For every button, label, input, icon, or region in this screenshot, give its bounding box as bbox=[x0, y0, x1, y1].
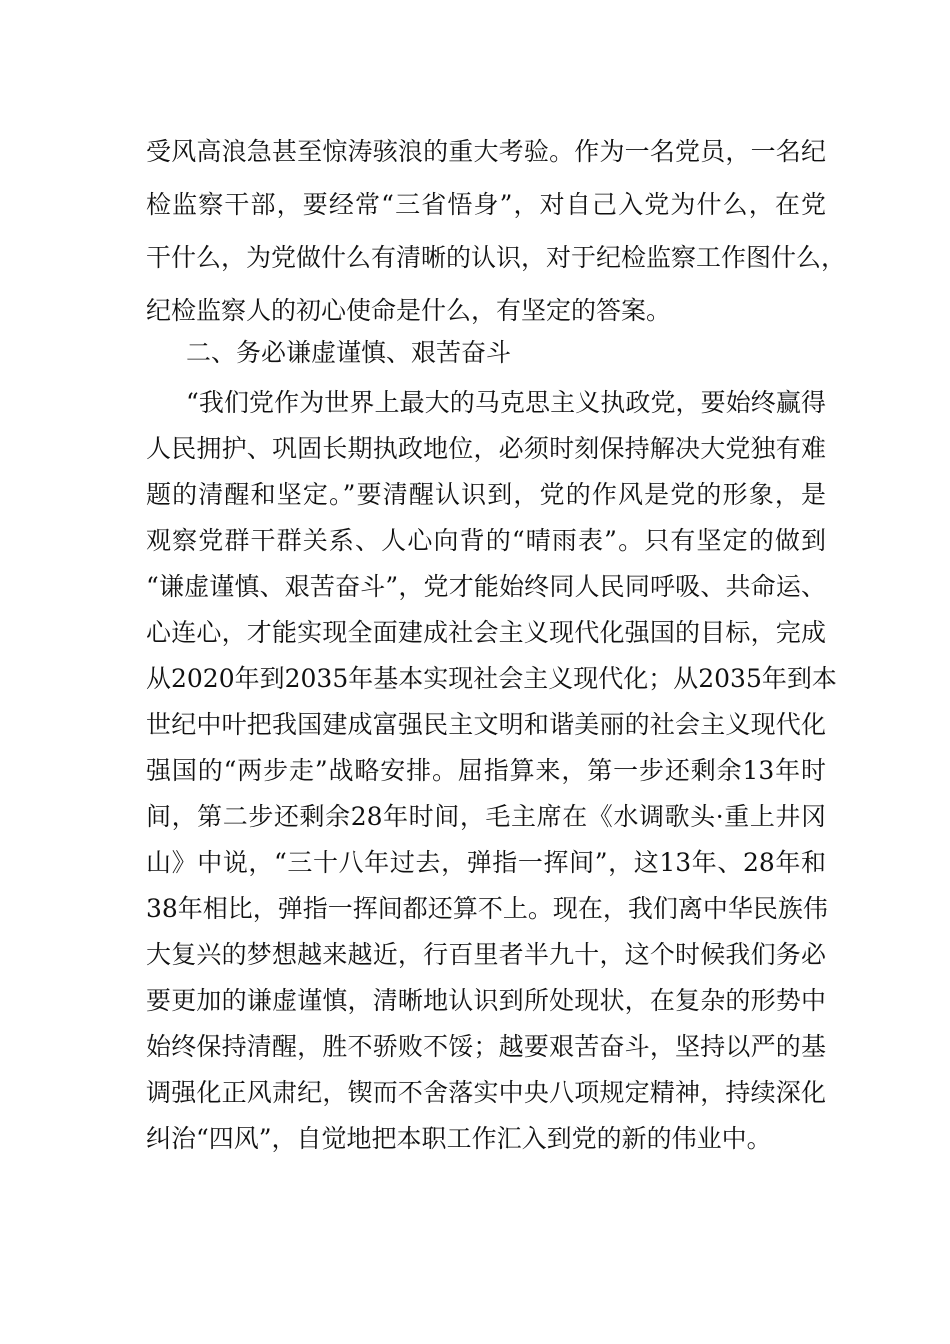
paragraph-1-line: 检监察干部，要经常“三省悟身”，对自己入党为什么，在党 bbox=[146, 190, 826, 219]
paragraph-1-line: 纪检监察人的初心使命是什么，有坚定的答案。 bbox=[146, 296, 672, 325]
paragraph-2-line: 观察党群干群关系、人心向背的“晴雨表”。只有坚定的做到 bbox=[146, 526, 826, 555]
paragraph-1-line: 干什么，为党做什么有清晰的认识，对于纪检监察工作图什么， bbox=[146, 243, 847, 272]
paragraph-2-line: 始终保持清醒，胜不骄败不馁；越要艰苦奋斗，坚持以严的基 bbox=[146, 1032, 826, 1061]
paragraph-2-line: 强国的“两步走”战略安排。屈指算来，第一步还剩余13年时 bbox=[146, 756, 826, 785]
paragraph-2-line: 山》中说，“三十八年过去，弹指一挥间”，这13年、28年和 bbox=[146, 848, 826, 877]
paragraph-2-line: 间，第二步还剩余28年时间，毛主席在《水调歌头·重上井冈 bbox=[146, 802, 826, 831]
paragraph-2-line: 大复兴的梦想越来越近，行百里者半九十，这个时候我们务必 bbox=[146, 940, 826, 969]
paragraph-1-line: 受风高浪急甚至惊涛骇浪的重大考验。作为一名党员，一名纪 bbox=[146, 137, 826, 166]
paragraph-2-line: 38年相比，弹指一挥间都还算不上。现在，我们离中华民族伟 bbox=[146, 894, 828, 923]
paragraph-2-line: “我们党作为世界上最大的马克思主义执政党，要始终赢得 bbox=[186, 388, 826, 417]
section-heading: 二、务必谦虚谨慎、艰苦奋斗 bbox=[186, 338, 512, 367]
paragraph-2-line: 要更加的谦虚谨慎，清晰地认识到所处现状，在复杂的形势中 bbox=[146, 986, 826, 1015]
paragraph-2-line: 人民拥护、巩固长期执政地位，必须时刻保持解决大党独有难 bbox=[146, 434, 826, 463]
paragraph-2-line: 调强化正风肃纪，锲而不舍落实中央八项规定精神，持续深化 bbox=[146, 1078, 826, 1107]
paragraph-2-line: 纠治“四风”，自觉地把本职工作汇入到党的新的伟业中。 bbox=[146, 1124, 772, 1153]
paragraph-2-line: 题的清醒和坚定。”要清醒认识到，党的作风是党的形象，是 bbox=[146, 480, 826, 509]
paragraph-2-line: 心连心，才能实现全面建成社会主义现代化强国的目标，完成 bbox=[146, 618, 826, 647]
paragraph-2-line: 从2020年到2035年基本实现社会主义现代化；从2035年到本 bbox=[146, 664, 837, 693]
paragraph-2-line: “谦虚谨慎、艰苦奋斗”，党才能始终同人民同呼吸、共命运、 bbox=[146, 572, 826, 601]
paragraph-2-line: 世纪中叶把我国建成富强民主文明和谐美丽的社会主义现代化 bbox=[146, 710, 826, 739]
